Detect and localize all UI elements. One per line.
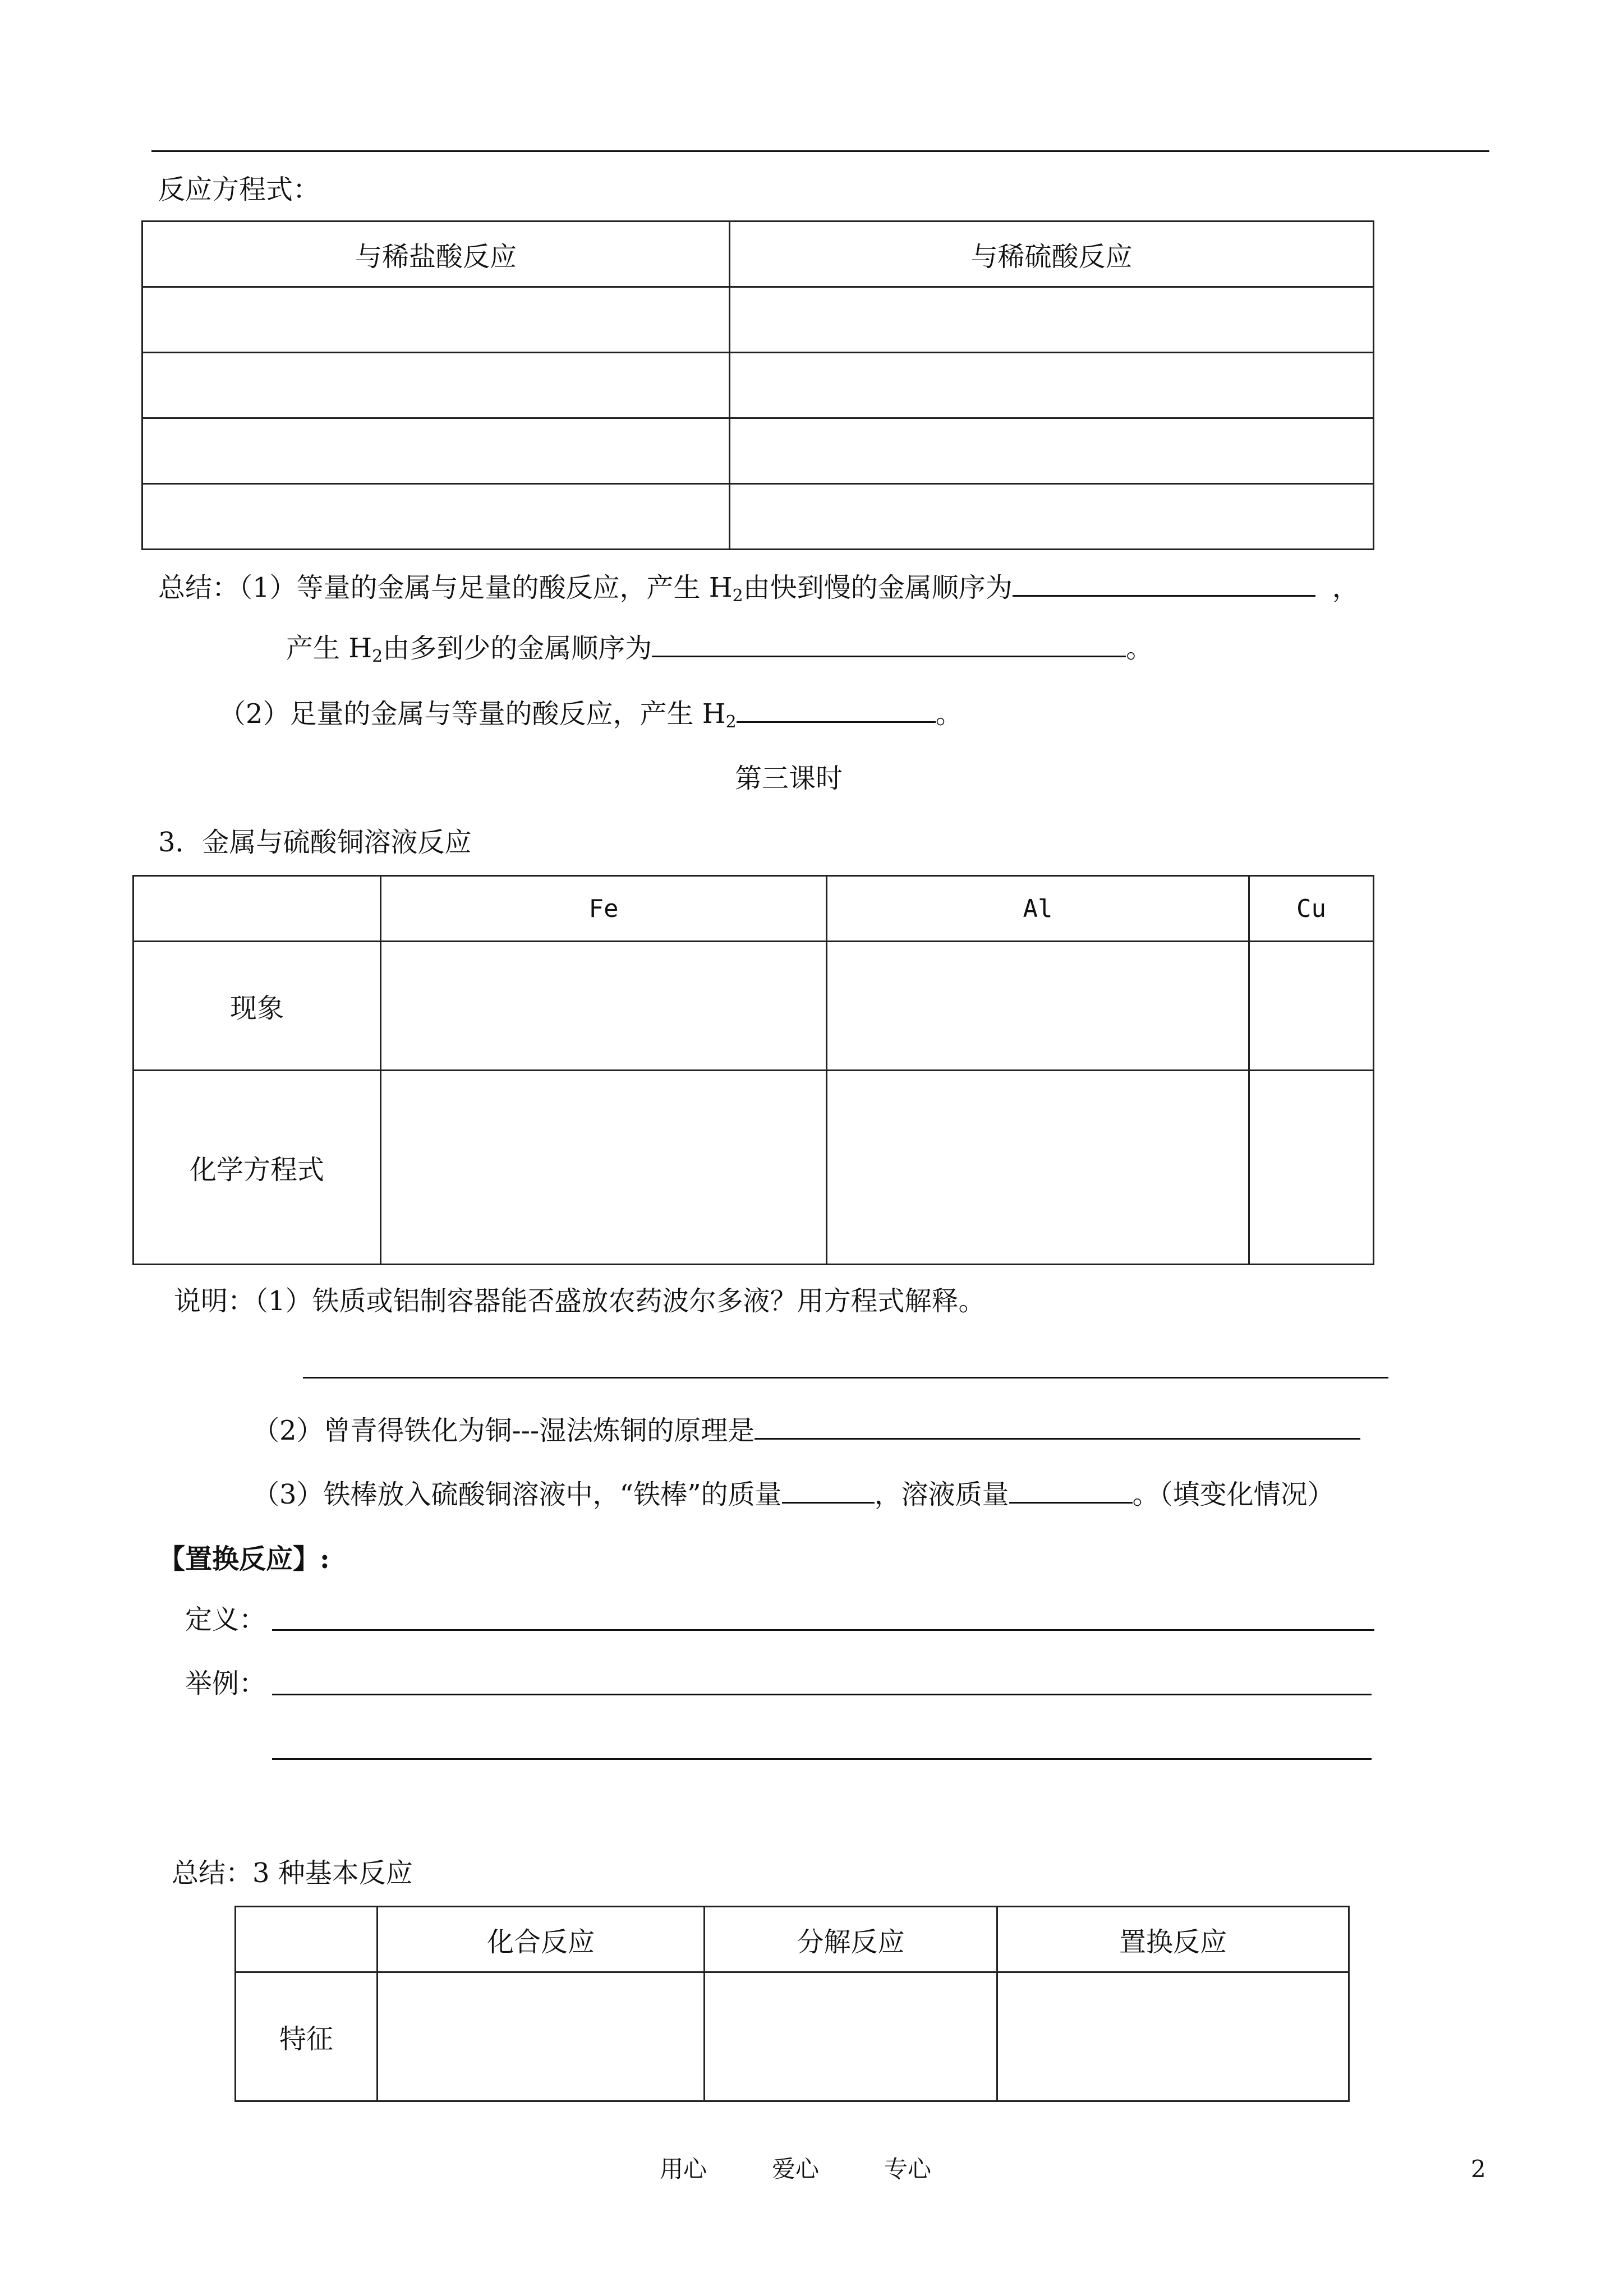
page-number: 2 xyxy=(1471,2155,1486,2183)
table-cell[interactable] xyxy=(730,353,1374,418)
table-cell[interactable] xyxy=(381,1071,827,1265)
copper-sulfate-table xyxy=(132,875,1374,1265)
header-hcl: 与稀盐酸反应 xyxy=(142,222,730,287)
definition-label: 定义： xyxy=(185,1604,266,1635)
footer-item-3: 专心 xyxy=(884,2155,932,2183)
row-label-equation: 化学方程式 xyxy=(134,1071,381,1265)
note-2: （2）曾青得铁化为铜---湿法炼铜的原理是 xyxy=(252,1412,1360,1447)
table-cell[interactable] xyxy=(997,1972,1349,2101)
note-3: （3）铁棒放入硫酸铜溶液中，“铁棒”的质量 ，溶液质量 。（填变化情况） xyxy=(252,1476,1335,1511)
summary3-heading: 总结：3 种基本反应 xyxy=(172,1857,413,1889)
section3-heading: 3．金属与硫酸铜溶液反应 xyxy=(158,827,472,858)
header-decomposition: 分解反应 xyxy=(705,1907,997,1972)
table-cell[interactable] xyxy=(1249,1071,1374,1265)
summary-line-1: 总结：（1）等量的金属与足量的酸反应，产生 $H_2$由快到慢的金属顺序为 ， xyxy=(158,569,1359,613)
blank-order-fast-slow[interactable] xyxy=(1013,569,1315,597)
header-blank xyxy=(236,1907,378,1972)
blank-solution-mass[interactable] xyxy=(1009,1476,1133,1504)
table-cell[interactable] xyxy=(827,942,1249,1071)
table-cell[interactable] xyxy=(142,287,730,353)
table-cell[interactable] xyxy=(827,1071,1249,1265)
row-label-feature: 特征 xyxy=(236,1972,378,2101)
header-cu: Cu xyxy=(1249,876,1374,942)
summary-line-2: 产生 $H_2$由多到少的金属顺序为 。 xyxy=(286,630,1153,674)
note-1: 说明：（1）铁质或铝制容器能否盛放农药波尔多液？用方程式解释。 xyxy=(174,1285,986,1317)
row-label-phenomenon: 现象 xyxy=(134,942,381,1071)
footer-item-2: 爱心 xyxy=(772,2155,820,2183)
header-al: Al xyxy=(827,876,1249,942)
header-combination: 化合反应 xyxy=(378,1907,705,1972)
table-cell[interactable] xyxy=(705,1972,997,2101)
answer-line-note-1[interactable] xyxy=(303,1377,1388,1378)
table-cell[interactable] xyxy=(381,942,827,1071)
example-label: 举例： xyxy=(185,1668,266,1699)
lesson-title: 第三课时 xyxy=(735,763,843,794)
header-h2so4: 与稀硫酸反应 xyxy=(730,222,1374,287)
header-fe: Fe xyxy=(381,876,827,942)
header-rule xyxy=(151,150,1489,152)
section-label-equations: 反应方程式： xyxy=(158,174,320,205)
blank-wet-copper-principle[interactable] xyxy=(755,1412,1360,1440)
example-line-1[interactable] xyxy=(272,1694,1372,1695)
blank-h2-amount[interactable] xyxy=(737,695,936,723)
definition-line[interactable] xyxy=(272,1629,1374,1631)
header-blank xyxy=(134,876,381,942)
table-cell[interactable] xyxy=(378,1972,705,2101)
table-cell[interactable] xyxy=(142,484,730,550)
blank-iron-rod-mass[interactable] xyxy=(782,1476,875,1504)
table-cell[interactable] xyxy=(730,484,1374,550)
footer-item-1: 用心 xyxy=(660,2155,707,2183)
replacement-heading: 【置换反应】: xyxy=(158,1543,330,1575)
table-cell[interactable] xyxy=(142,353,730,418)
acid-reaction-table xyxy=(141,220,1374,550)
table-cell[interactable] xyxy=(730,418,1374,484)
table-cell[interactable] xyxy=(142,418,730,484)
summary-line-3: （2）足量的金属与等量的酸反应，产生 $H_2$ 。 xyxy=(219,695,963,739)
header-replacement: 置换反应 xyxy=(997,1907,1349,1972)
table-cell[interactable] xyxy=(1249,942,1374,1071)
example-line-2[interactable] xyxy=(272,1758,1372,1760)
basic-reactions-table xyxy=(234,1906,1350,2102)
blank-order-more-less[interactable] xyxy=(652,630,1126,657)
table-cell[interactable] xyxy=(730,287,1374,353)
